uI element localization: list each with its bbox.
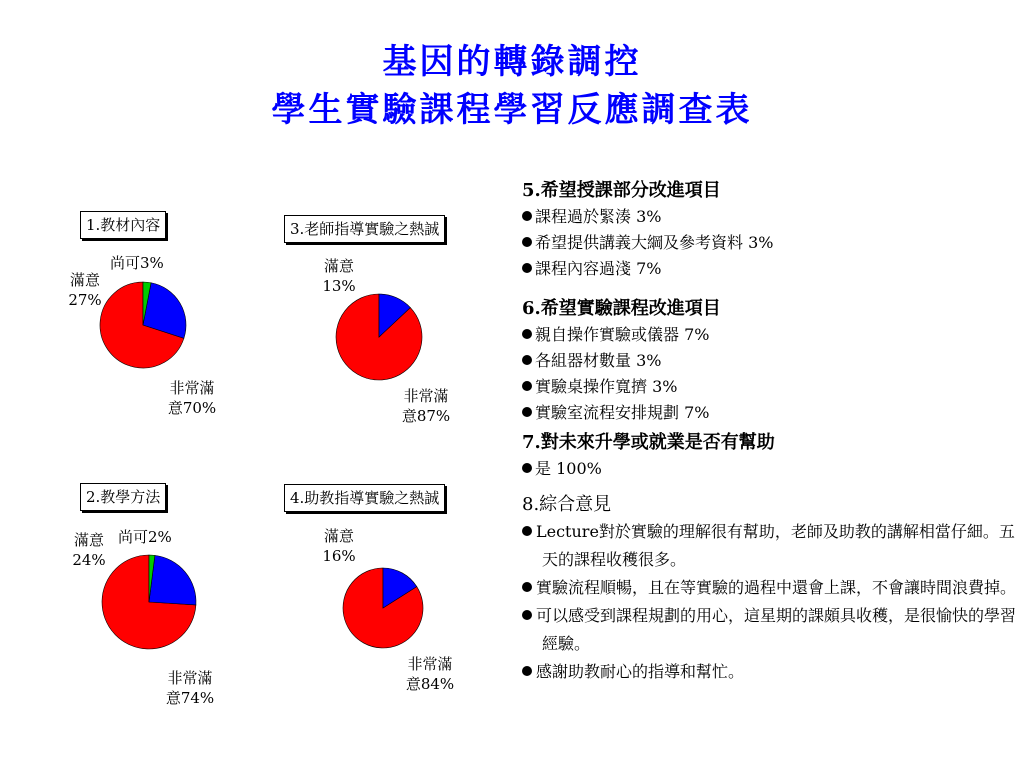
list-item	[522, 400, 1022, 426]
bullet-icon	[522, 355, 532, 365]
section-6	[522, 296, 1022, 426]
list-item	[522, 322, 1022, 348]
chart-4-very-satisfied-label-b: 意84%	[405, 675, 455, 693]
list-item-text: 各組器材數量 3%	[535, 351, 662, 370]
bullet-icon	[522, 407, 532, 417]
list-item-text: 課程內容過淺 7%	[535, 259, 662, 278]
chart-4-very-satisfied-label-a: 非常滿	[407, 655, 453, 673]
slice-satisfied	[149, 555, 196, 605]
section-8-title: 8.綜合意見	[522, 494, 612, 515]
list-item-text: 課程過於緊湊 3%	[535, 207, 662, 226]
chart-3-satisfied-label	[316, 256, 362, 296]
chart-1-very-satisfied-label-b: 意70%	[167, 399, 217, 417]
chart-4-satisfied-label-b: 16%	[322, 547, 356, 565]
chart-4-title: 4.助教指導實驗之熱誠	[284, 484, 445, 512]
list-item-text: 實驗流程順暢，且在等實驗的過程中還會上課，不會讓時間浪費掉。	[536, 578, 1017, 597]
pie-chart-3	[334, 292, 424, 382]
chart-2-very-satisfied-label-a: 非常滿	[167, 669, 213, 687]
list-item	[522, 374, 1022, 400]
chart-3-title: 3.老師指導實驗之熱誠	[284, 215, 445, 243]
list-item-text: 是 100%	[535, 459, 602, 478]
bullet-icon	[522, 582, 532, 592]
bullet-icon	[522, 211, 532, 221]
bullet-icon	[522, 666, 532, 676]
bullet-icon	[522, 329, 532, 339]
pie-chart-1	[98, 280, 188, 370]
chart-2-acceptable-label: 尚可2%	[118, 528, 172, 546]
chart-3-satisfied-label-a: 滿意	[323, 257, 354, 275]
list-item-text: 感謝助教耐心的指導和幫忙。	[536, 662, 745, 681]
list-item	[522, 230, 1022, 256]
bullet-icon	[522, 610, 532, 620]
chart-4-satisfied-label-a: 滿意	[323, 527, 354, 545]
bullet-icon	[522, 263, 532, 273]
list-item-text: 實驗室流程安排規劃 7%	[535, 403, 710, 422]
chart-4-satisfied-label	[316, 526, 362, 566]
page-title: 基因的轉錄調控	[382, 42, 642, 82]
chart-1-very-satisfied-label-a: 非常滿	[169, 379, 215, 397]
list-item-text: 可以感受到課程規劃的用心，這星期的課頗具收穫，是很愉快的學習經驗。	[536, 606, 1017, 653]
list-item	[522, 602, 1022, 658]
section-5-title: 5.希望授課部分改進項目	[522, 180, 721, 201]
section-8	[522, 492, 1022, 686]
chart-1-satisfied-label	[62, 270, 108, 310]
chart-1-acceptable-label: 尚可3%	[110, 254, 164, 272]
chart-4-very-satisfied-label	[398, 654, 462, 694]
chart-3-very-satisfied-label-a: 非常滿	[403, 387, 449, 405]
chart-3-satisfied-label-b: 13%	[322, 277, 356, 295]
chart-2-satisfied-label-b: 24%	[72, 551, 106, 569]
section-7-title: 7.對未來升學或就業是否有幫助	[522, 432, 775, 453]
feedback-panel	[522, 178, 1022, 686]
pie-chart-2	[100, 553, 198, 651]
chart-1-satisfied-label-a: 滿意	[69, 271, 100, 289]
list-item	[522, 658, 1022, 686]
list-item	[522, 518, 1022, 574]
section-6-title: 6.希望實驗課程改進項目	[522, 298, 721, 319]
list-item-text: 希望提供講義大綱及參考資料 3%	[535, 233, 774, 252]
section-7	[522, 430, 1022, 482]
list-item	[522, 204, 1022, 230]
chart-2-very-satisfied-label-b: 意74%	[165, 689, 215, 707]
chart-3-very-satisfied-label-b: 意87%	[401, 407, 451, 425]
chart-1-title: 1.教材內容	[80, 211, 166, 239]
chart-3-very-satisfied-label	[394, 386, 458, 426]
bullet-icon	[522, 526, 532, 536]
chart-2-satisfied-label	[66, 530, 112, 570]
section-5	[522, 178, 1022, 282]
list-item-text: 親自操作實驗或儀器 7%	[535, 325, 710, 344]
chart-2-title: 2.教學方法	[80, 483, 166, 511]
list-item-text: Lecture對於實驗的理解很有幫助，老師及助教的講解相當仔細。五天的課程收穫很多。	[536, 522, 1015, 569]
list-item-text: 實驗桌操作寬擠 3%	[535, 377, 678, 396]
bullet-icon	[522, 463, 532, 473]
page-subtitle: 學生實驗課程學習反應調查表	[271, 90, 753, 130]
list-item	[522, 574, 1022, 602]
bullet-icon	[522, 381, 532, 391]
pie-chart-4	[341, 566, 425, 650]
chart-1-satisfied-label-b: 27%	[68, 291, 102, 309]
chart-2-satisfied-label-a: 滿意	[73, 531, 104, 549]
title-block	[0, 38, 1024, 134]
bullet-icon	[522, 237, 532, 247]
list-item	[522, 348, 1022, 374]
chart-2-very-satisfied-label	[158, 668, 222, 708]
list-item	[522, 456, 1022, 482]
list-item	[522, 256, 1022, 282]
chart-1-very-satisfied-label	[160, 378, 224, 418]
